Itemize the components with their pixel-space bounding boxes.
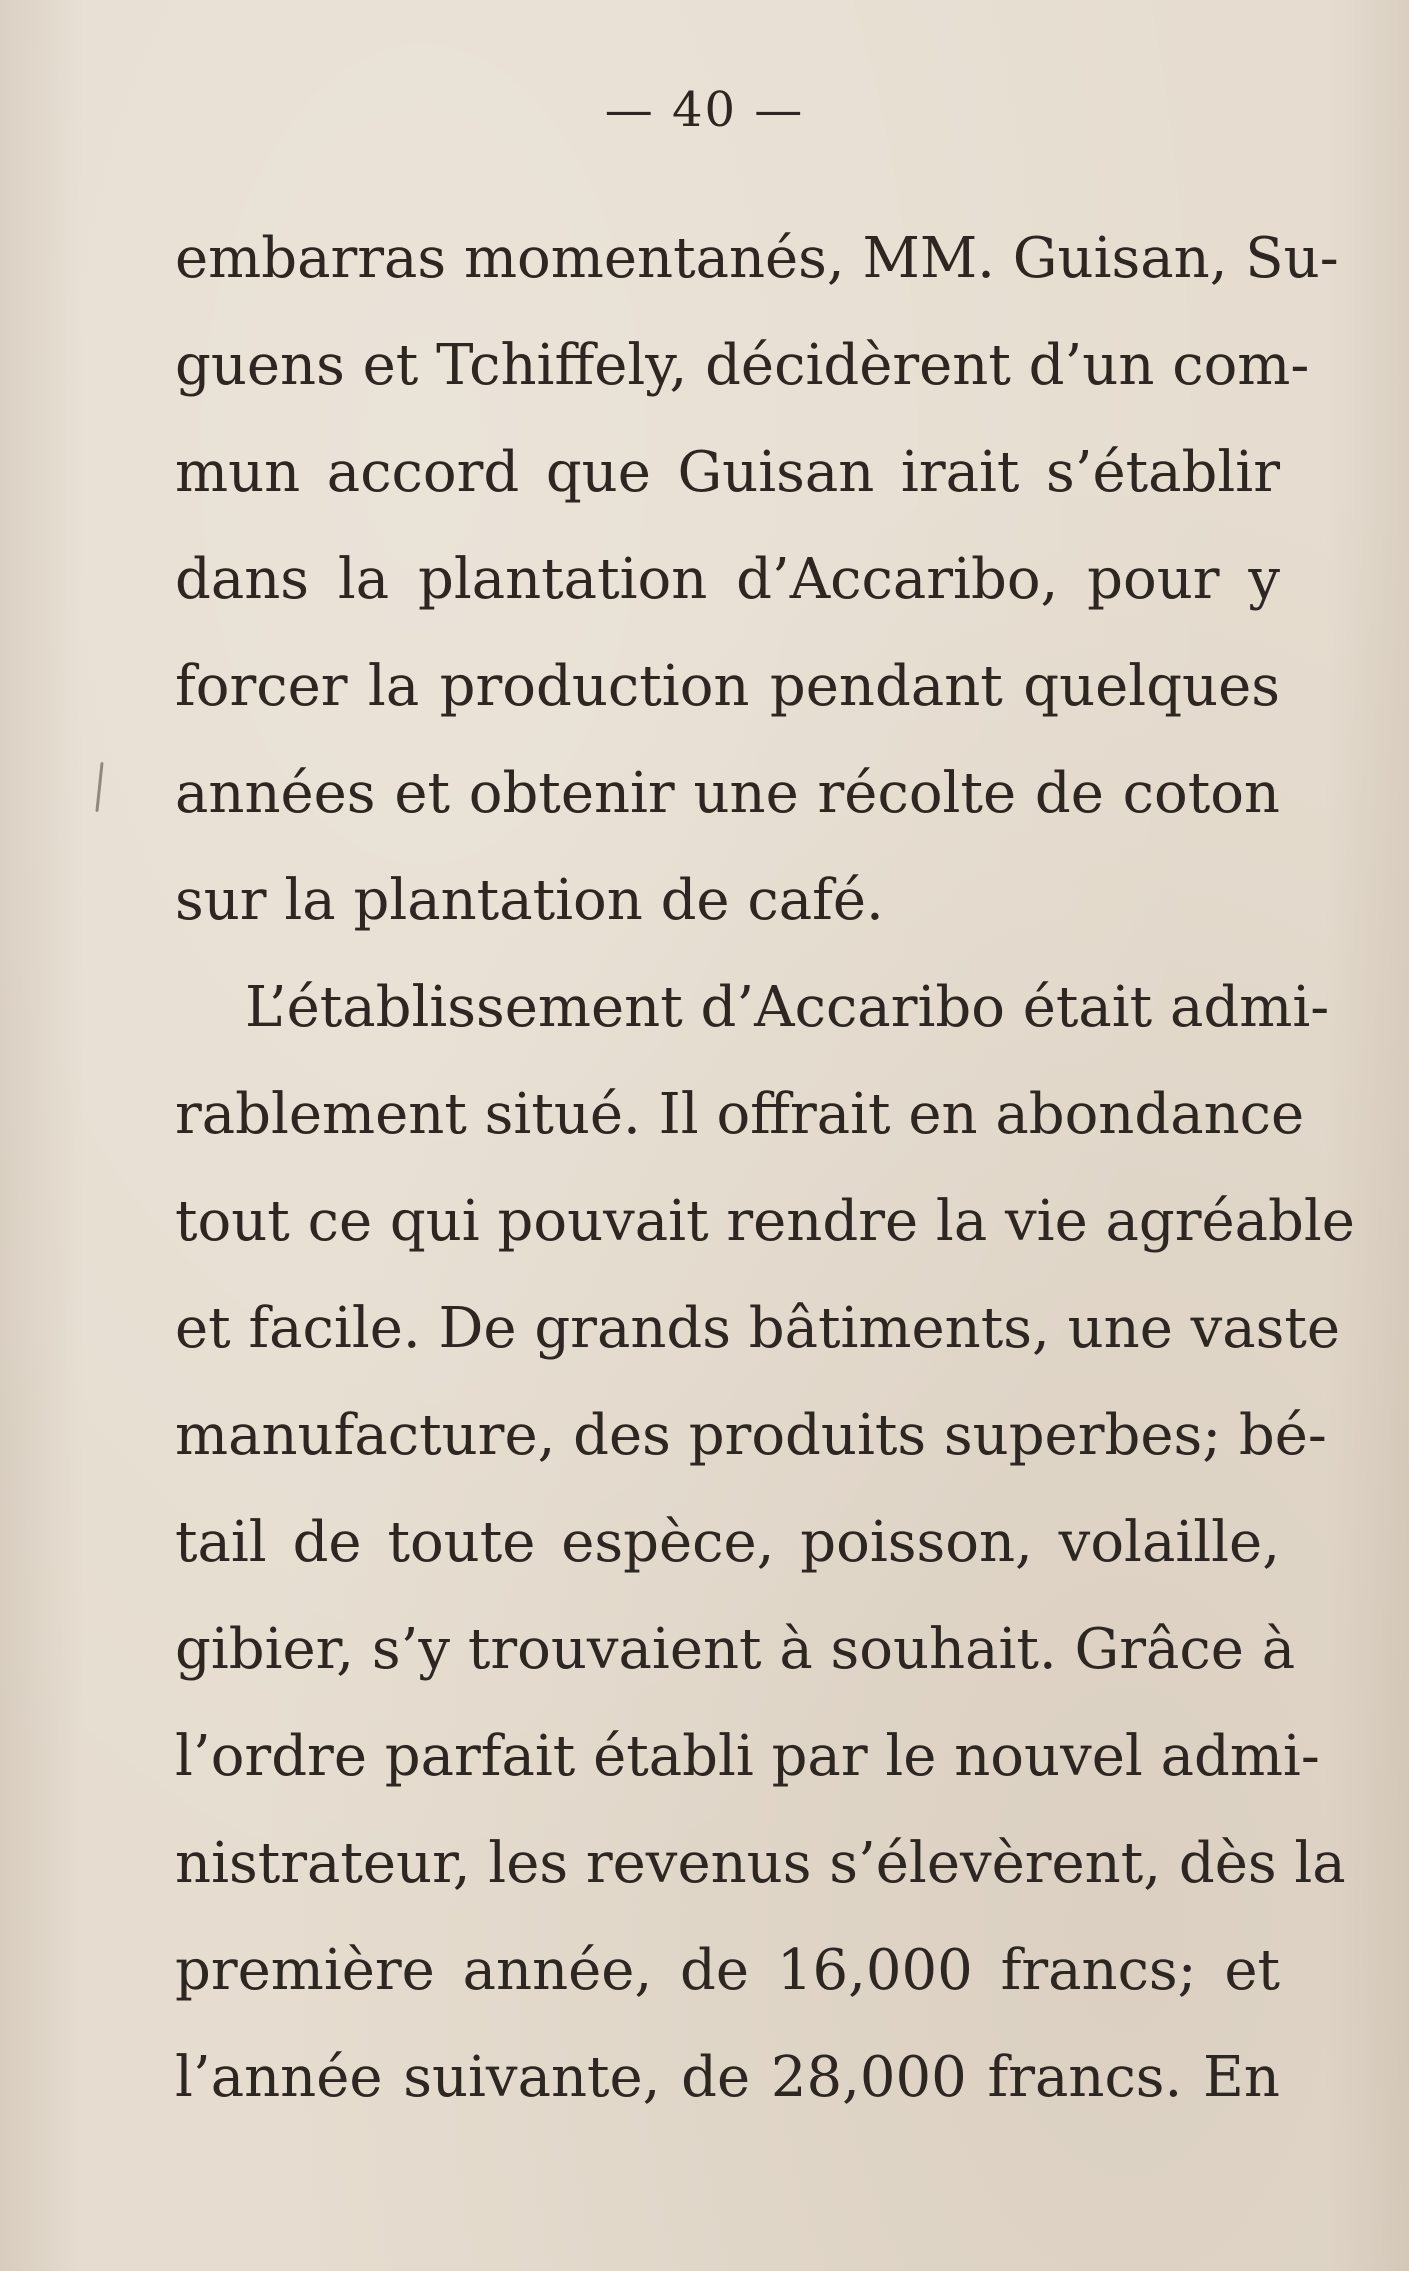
body-text [175,205,1355,2131]
text-line: tout ce qui pouvait rendre la vie agréable [175,1189,1355,1254]
text-line: première année, de 16,000 francs; et [175,1938,1280,2003]
text-line: manufacture, des produits superbes; bé- [175,1403,1327,1468]
text-line: gibier, s’y trouvaient à souhait. Grâce à [175,1617,1296,1682]
text-line: et facile. De grands bâtiments, une vaste [175,1296,1341,1361]
margin-mark [95,762,103,812]
text-line: guens et Tchiffely, décidèrent d’un com- [175,333,1310,398]
paragraph-1 [175,205,1339,954]
text-line: années et obtenir une récolte de coton [175,761,1280,826]
paragraph-2 [175,954,1355,2131]
text-line: l’année suivante, de 28,000 francs. En [175,2045,1280,2110]
text-line: dans la plantation d’Accaribo, pour y [175,547,1280,612]
text-line: embarras momentanés, MM. Guisan, Su- [175,226,1339,291]
text-line: rablement situé. Il offrait en abondance [175,1082,1305,1147]
page-number: — 40 — [604,82,805,138]
text-line: forcer la production pendant quelques [175,654,1280,719]
text-line: tail de toute espèce, poisson, volaille, [175,1510,1280,1575]
text-line: l’ordre parfait établi par le nouvel admi- [175,1724,1320,1789]
text-line: nistrateur, les revenus s’élevèrent, dès la [175,1831,1346,1896]
text-line: mun accord que Guisan irait s’établir [175,440,1280,505]
text-line: sur la plantation de café. [175,868,884,933]
text-line: L’établissement d’Accaribo était admi- [245,975,1330,1040]
